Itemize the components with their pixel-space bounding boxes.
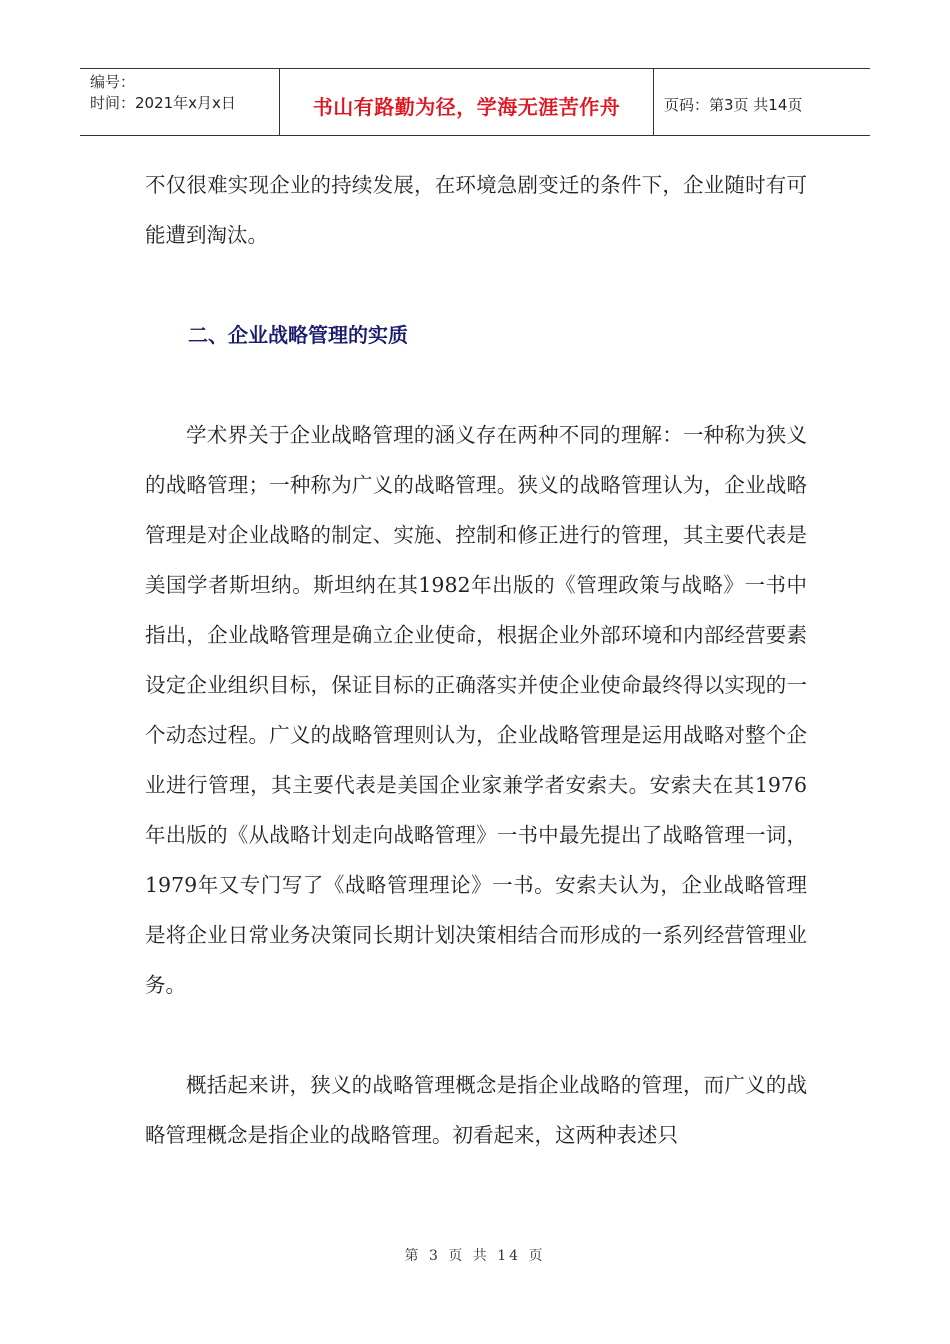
document-time-label: 时间：2021年x月x日: [90, 94, 236, 112]
section-heading: 二、企业战略管理的实质: [188, 323, 408, 347]
header-motto: 书山有路勤为径，学海无涯苦作舟: [280, 69, 654, 135]
page-footer: 第 3 页 共 14 页: [404, 1248, 546, 1264]
header-meta: [80, 69, 280, 135]
header-page-info: 页码：第3页 共14页: [664, 95, 803, 114]
page-header: [80, 68, 870, 136]
document-body: [145, 160, 807, 1160]
document-number-label: 编号：: [90, 73, 136, 91]
paragraph-summary: 概括起来讲，狭义的战略管理概念是指企业战略的管理，而广义的战略管理概念是指企业的战略管理。初看起来，这两种表述只: [145, 1073, 807, 1147]
paragraph-definition: 学术界关于企业战略管理的涵义存在两种不同的理解：一种称为狭义的战略管理；一种称为广义的战略管理。狭义的战略管理认为，企业战略管理是对企业战略的制定、实施、控制和修正进行的管理，其主要代表是美国学者斯坦纳。斯坦纳在其1982年出版的《管理政策与战略》一书中指出，企业战略管理是确立企业使命，根据企业外部环境和内部经营要素设定企业组织目标，保证目标的正确落实并使企业使命最终得以实现的一个动态过程。广义的战略管理则认为，企业战略管理是运用战略对整个企业进行管理，其主要代表是美国企业家兼学者安索夫。安索夫在其1976年出版的《从战略计划走向战略管理》一书中最先提出了战略管理一词，1979年又专门写了《战略管理理论》一书。安索夫认为，企业战略管理是将企业日常业务决策同长期计划决策相结合而形成的一系列经营管理业务。: [145, 423, 807, 997]
paragraph-continuation: 不仅很难实现企业的持续发展，在环境急剧变迁的条件下，企业随时有可能遭到淘汰。: [145, 173, 807, 247]
